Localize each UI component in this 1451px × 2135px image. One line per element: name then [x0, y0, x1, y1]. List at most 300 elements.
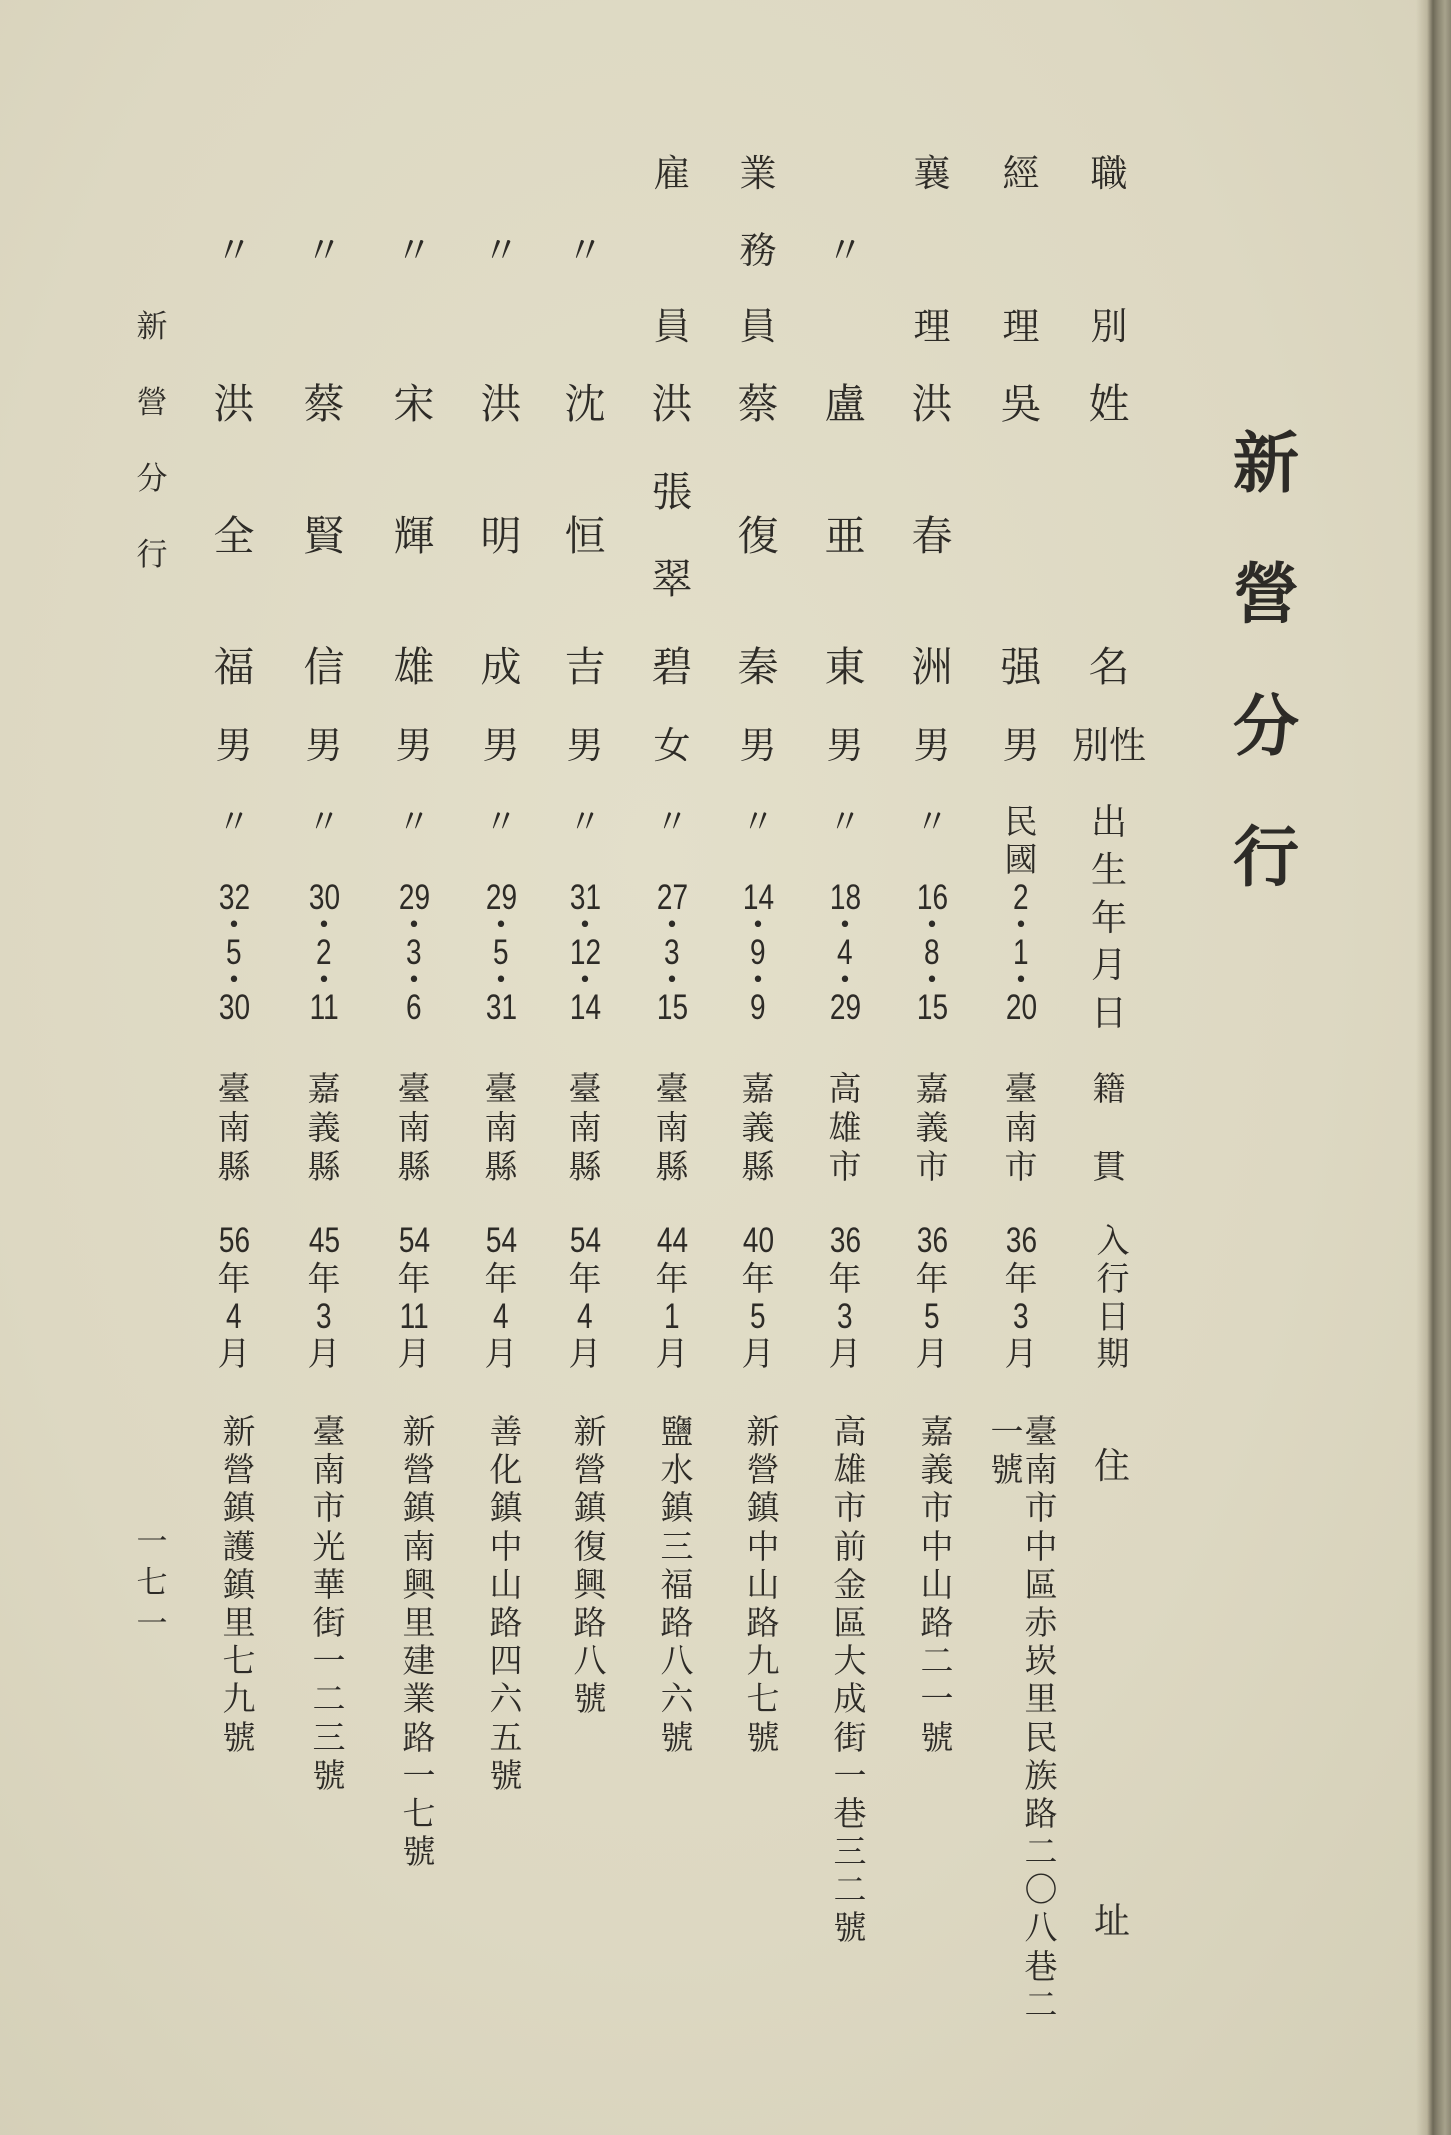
glyph: 5 [226, 933, 242, 973]
glyph: 12 [569, 933, 601, 973]
join-date [991, 1222, 1051, 1373]
running-header [127, 310, 177, 572]
glyph: 洲 [911, 643, 953, 691]
glyph: 區 [833, 1602, 867, 1642]
dob-prefix [471, 803, 531, 841]
glyph: 2 [1013, 878, 1029, 917]
glyph: 11 [399, 1296, 429, 1336]
glyph: 號 [573, 1679, 607, 1719]
native-place [384, 1070, 444, 1186]
glyph: 務 [739, 228, 777, 272]
glyph: 44 [656, 1221, 688, 1260]
glyph: 中 [746, 1526, 780, 1566]
dob-prefix [815, 803, 875, 841]
glyph: • [494, 912, 508, 938]
job-title [555, 154, 615, 347]
glyph: 臺 [484, 1069, 518, 1108]
glyph: 路 [402, 1717, 436, 1757]
glyph: 前 [833, 1526, 867, 1566]
glyph: 南 [1024, 1450, 1058, 1490]
glyph: 〃 [215, 228, 253, 272]
header-birth-date [1079, 803, 1139, 1034]
glyph: 5 [493, 933, 509, 973]
glyph: 臺 [397, 1069, 431, 1108]
staff-name [294, 380, 354, 691]
glyph: 路 [1024, 1793, 1058, 1833]
glyph: 姓 [1088, 380, 1130, 428]
glyph: • [407, 912, 421, 938]
glyph: 2 [316, 933, 332, 973]
glyph: 縣 [307, 1147, 341, 1186]
address [455, 1413, 523, 2025]
native-place [204, 1070, 264, 1186]
glyph: 年 [217, 1258, 251, 1298]
dob-prefix [294, 803, 354, 841]
glyph: 54 [485, 1221, 517, 1260]
native-place [471, 1070, 531, 1186]
glyph: 路 [489, 1602, 523, 1642]
glyph: 四 [489, 1641, 523, 1681]
address [539, 1413, 607, 2025]
glyph: 洪 [213, 380, 255, 428]
glyph: 女 [653, 724, 691, 767]
glyph: 洪 [911, 380, 953, 428]
glyph: 號 [920, 1717, 954, 1757]
glyph: 期 [1096, 1334, 1130, 1374]
glyph: 1 [1013, 933, 1029, 973]
gender [471, 725, 531, 767]
glyph: 〃 [395, 228, 433, 272]
glyph: 營 [1233, 555, 1299, 634]
gender [294, 725, 354, 767]
birth-date [294, 878, 354, 1028]
join-date [204, 1222, 264, 1373]
glyph: 男 [826, 724, 864, 767]
glyph: 東 [824, 643, 866, 691]
native-place [991, 1070, 1051, 1186]
glyph: 市 [915, 1147, 949, 1186]
glyph: • [1014, 967, 1028, 993]
glyph: 〃 [307, 802, 341, 841]
glyph: 員 [653, 305, 691, 348]
glyph: 九 [222, 1679, 256, 1719]
glyph: • [838, 967, 852, 993]
glyph: 年 [1004, 1258, 1038, 1298]
page-number [127, 1522, 177, 1645]
glyph: 春 [911, 511, 953, 560]
glyph: 秦 [737, 643, 779, 691]
glyph: 亜 [824, 511, 866, 560]
glyph: 14 [742, 878, 774, 917]
glyph: 14 [569, 988, 601, 1028]
glyph: 吉 [564, 643, 606, 691]
native-place [555, 1070, 615, 1186]
glyph: 國 [1004, 840, 1038, 879]
glyph: • [494, 967, 508, 993]
glyph: 男 [739, 724, 777, 767]
header-address [1082, 1447, 1142, 1942]
glyph: 復 [737, 511, 779, 560]
glyph: 入 [1096, 1221, 1130, 1260]
glyph: 嘉 [920, 1412, 954, 1451]
glyph: 高 [833, 1412, 867, 1451]
glyph: 一 [920, 1679, 954, 1719]
glyph: 54 [398, 1221, 430, 1260]
glyph: 華 [312, 1564, 346, 1604]
glyph: 別 [1090, 305, 1128, 348]
glyph: 4 [226, 1296, 242, 1336]
glyph: 營 [402, 1450, 436, 1490]
glyph: 市 [828, 1147, 862, 1186]
glyph: 鹽 [660, 1412, 694, 1451]
glyph: 族 [1024, 1755, 1058, 1795]
glyph: 月 [1004, 1334, 1038, 1374]
glyph: 月 [741, 1334, 775, 1374]
glyph: 年 [828, 1258, 862, 1298]
glyph: 住 [1093, 1446, 1130, 1487]
glyph: 職 [1090, 152, 1128, 195]
glyph: 號 [990, 1450, 1024, 1490]
glyph: 〇 [1024, 1870, 1058, 1910]
glyph: 新 [402, 1412, 436, 1451]
staff-name [555, 380, 615, 691]
glyph: 明 [480, 511, 522, 560]
glyph: 9 [750, 988, 766, 1028]
glyph: 日 [1090, 993, 1127, 1034]
glyph: 15 [916, 988, 948, 1028]
glyph: 年 [568, 1258, 602, 1298]
glyph: 31 [485, 988, 517, 1028]
glyph: 經 [1002, 152, 1040, 195]
glyph: 中 [920, 1526, 954, 1566]
glyph: 一 [990, 1412, 1024, 1451]
staff-name [384, 380, 444, 691]
job-title [204, 154, 264, 347]
glyph: 名 [1088, 643, 1130, 691]
address [712, 1413, 780, 2025]
glyph: 鎮 [660, 1488, 694, 1528]
glyph: 復 [573, 1526, 607, 1566]
glyph: 南 [312, 1450, 346, 1490]
glyph: 36 [916, 1221, 948, 1260]
glyph: 年 [397, 1258, 431, 1298]
address [799, 1413, 867, 2025]
gender [642, 725, 702, 767]
glyph: 市 [312, 1488, 346, 1528]
glyph: 洪 [651, 380, 693, 428]
glyph: 54 [569, 1221, 601, 1260]
glyph: 路 [746, 1602, 780, 1642]
glyph: 七 [746, 1679, 780, 1719]
glyph: 三 [312, 1717, 346, 1757]
glyph: 27 [656, 878, 688, 917]
job-title [991, 154, 1051, 347]
glyph: 二 [833, 1870, 867, 1910]
glyph: 29 [398, 878, 430, 917]
dob-prefix [642, 803, 702, 841]
glyph: 男 [215, 724, 253, 767]
glyph: 里 [222, 1602, 256, 1642]
glyph: 一 [402, 1755, 436, 1795]
glyph: 行 [1096, 1258, 1130, 1298]
glyph: 縣 [741, 1147, 775, 1186]
glyph: 巷 [833, 1793, 867, 1833]
glyph: 新 [573, 1412, 607, 1451]
glyph: 街 [312, 1602, 346, 1642]
glyph: • [665, 967, 679, 993]
dob-prefix [555, 803, 615, 841]
job-title [384, 154, 444, 347]
glyph: 營 [222, 1450, 256, 1490]
glyph: 三 [660, 1526, 694, 1566]
glyph: 輝 [393, 511, 435, 560]
glyph: 〃 [826, 228, 864, 272]
glyph: 蔡 [303, 380, 345, 428]
native-place [902, 1070, 962, 1186]
dob-prefix [204, 803, 264, 841]
staff-name [728, 380, 788, 691]
glyph: 號 [489, 1755, 523, 1795]
glyph: 沈 [564, 380, 606, 428]
glyph: 30 [218, 988, 250, 1028]
glyph: 11 [309, 988, 339, 1028]
glyph: 3 [1013, 1296, 1029, 1336]
glyph: • [317, 967, 331, 993]
glyph: 賢 [303, 511, 345, 560]
glyph: 男 [913, 724, 951, 767]
glyph: 址 [1093, 1901, 1130, 1942]
glyph: 鎮 [573, 1488, 607, 1528]
glyph: 月 [484, 1334, 518, 1374]
glyph: 〃 [568, 802, 602, 841]
header-job-title [1079, 154, 1139, 347]
glyph: 中 [489, 1526, 523, 1566]
glyph: 崁 [1024, 1641, 1058, 1681]
glyph: • [751, 967, 765, 993]
glyph: 號 [402, 1832, 436, 1872]
glyph: 〃 [484, 802, 518, 841]
glyph: 嘉 [307, 1069, 341, 1108]
glyph: 40 [742, 1221, 774, 1260]
glyph: 南 [397, 1108, 431, 1147]
glyph: 行 [1233, 817, 1299, 896]
gender [555, 725, 615, 767]
native-place [728, 1070, 788, 1186]
native-place [642, 1070, 702, 1186]
glyph: 雄 [833, 1450, 867, 1490]
glyph: 4 [493, 1296, 509, 1336]
glyph: 强 [1000, 643, 1042, 691]
glyph: 〃 [482, 228, 520, 272]
glyph: 里 [1024, 1679, 1058, 1719]
glyph: 民 [1024, 1717, 1058, 1757]
glyph: 4 [577, 1296, 593, 1336]
glyph: 縣 [655, 1147, 689, 1186]
dob-prefix [902, 803, 962, 841]
glyph: 雄 [393, 643, 435, 691]
glyph: 號 [833, 1908, 867, 1948]
glyph: 年 [741, 1258, 775, 1298]
glyph: 男 [566, 724, 604, 767]
glyph: • [751, 912, 765, 938]
glyph: 信 [303, 643, 345, 691]
glyph: 高 [828, 1069, 862, 1108]
glyph: 義 [307, 1108, 341, 1147]
join-date [555, 1222, 615, 1373]
glyph: 鎮 [746, 1488, 780, 1528]
glyph: 七 [222, 1641, 256, 1681]
glyph: 〃 [741, 802, 775, 841]
glyph: 月 [915, 1334, 949, 1374]
glyph: 縣 [217, 1147, 251, 1186]
glyph: 年 [484, 1258, 518, 1298]
glyph: 號 [746, 1717, 780, 1757]
glyph: 成 [480, 643, 522, 691]
glyph: 30 [308, 878, 340, 917]
native-place [815, 1070, 875, 1186]
glyph: 新 [222, 1412, 256, 1451]
glyph: 新 [746, 1412, 780, 1451]
glyph: 16 [916, 878, 948, 917]
glyph: 福 [660, 1564, 694, 1604]
glyph: 護 [222, 1526, 256, 1566]
glyph: 3 [837, 1296, 853, 1336]
glyph: 18 [829, 878, 861, 917]
glyph: 營 [746, 1450, 780, 1490]
glyph: 三 [833, 1832, 867, 1872]
staff-name [991, 380, 1051, 691]
glyph: 月 [828, 1334, 862, 1374]
glyph: 善 [489, 1412, 523, 1451]
glyph: 南 [402, 1526, 436, 1566]
glyph: 臺 [1004, 1069, 1038, 1108]
glyph: 分 [1233, 686, 1299, 765]
glyph: 〃 [566, 228, 604, 272]
job-title [471, 154, 531, 347]
header-gender: 性別 [1072, 724, 1146, 767]
glyph: 行 [136, 537, 168, 573]
glyph: 分 [136, 461, 168, 497]
glyph: 鎮 [222, 1564, 256, 1604]
staff-name [902, 380, 962, 691]
glyph: 大 [833, 1641, 867, 1681]
glyph: 臺 [217, 1069, 251, 1108]
glyph: 3 [406, 933, 422, 973]
glyph: 山 [920, 1564, 954, 1604]
join-date [471, 1222, 531, 1373]
glyph: 月 [217, 1334, 251, 1374]
dob-prefix [991, 803, 1051, 879]
birth-date [815, 878, 875, 1028]
birth-date [728, 878, 788, 1028]
glyph: 南 [655, 1108, 689, 1147]
glyph: 南 [217, 1108, 251, 1147]
address [188, 1413, 256, 2025]
glyph: 南 [1004, 1108, 1038, 1147]
glyph: 福 [213, 643, 255, 691]
glyph: 45 [308, 1221, 340, 1260]
glyph: 年 [307, 1258, 341, 1298]
join-date [728, 1222, 788, 1373]
glyph: 成 [833, 1679, 867, 1719]
join-date [815, 1222, 875, 1373]
address [990, 1413, 1058, 2025]
glyph: 一 [312, 1641, 346, 1681]
job-title [728, 154, 788, 347]
join-date [384, 1222, 444, 1373]
glyph: 金 [833, 1564, 867, 1604]
glyph: 里 [402, 1602, 436, 1642]
native-place [294, 1070, 354, 1186]
glyph: 縣 [397, 1147, 431, 1186]
glyph: • [317, 912, 331, 938]
glyph: 一 [833, 1755, 867, 1795]
birth-date [902, 878, 962, 1028]
birth-date [384, 878, 444, 1028]
glyph: 號 [660, 1717, 694, 1757]
glyph: 8 [924, 933, 940, 973]
glyph: 營 [136, 385, 168, 421]
glyph: 年 [915, 1258, 949, 1298]
glyph: 市 [833, 1488, 867, 1528]
header-join-date [1083, 1222, 1143, 1373]
glyph: 5 [750, 1296, 766, 1336]
glyph: 15 [656, 988, 688, 1028]
glyph: 鎮 [402, 1488, 436, 1528]
glyph: 全 [213, 511, 255, 560]
glyph: 二 [1024, 1984, 1058, 2024]
glyph: 36 [829, 1221, 861, 1260]
glyph: 〃 [915, 802, 949, 841]
glyph: 中 [1024, 1526, 1058, 1566]
glyph: 六 [489, 1679, 523, 1719]
gender [384, 725, 444, 767]
gender [991, 725, 1051, 767]
glyph: 新 [1233, 424, 1299, 502]
glyph: 九 [746, 1641, 780, 1681]
glyph: 〃 [828, 802, 862, 841]
glyph: 巷 [1024, 1946, 1058, 1986]
glyph: 月 [307, 1334, 341, 1374]
glyph: 嘉 [915, 1069, 949, 1108]
dob-prefix [728, 803, 788, 841]
glyph: 縣 [568, 1147, 602, 1186]
glyph: 雇 [653, 152, 691, 195]
birth-date [471, 878, 531, 1028]
glyph: 貫 [1092, 1147, 1126, 1186]
glyph: 民 [1004, 802, 1038, 841]
glyph: 六 [660, 1679, 694, 1719]
glyph: 籍 [1092, 1069, 1126, 1108]
glyph: 二 [1024, 1832, 1058, 1872]
staff-name [471, 380, 531, 691]
gender [815, 725, 875, 767]
glyph: 蔡 [737, 380, 779, 428]
glyph: 一 [136, 1606, 168, 1642]
glyph: 3 [664, 933, 680, 973]
glyph: 縣 [484, 1147, 518, 1186]
glyph: 32 [218, 878, 250, 917]
address [886, 1413, 954, 2025]
glyph: 號 [312, 1755, 346, 1795]
glyph: 〃 [397, 802, 431, 841]
glyph: 市 [1024, 1488, 1058, 1528]
glyph: 29 [485, 878, 517, 917]
glyph: 臺 [1024, 1412, 1058, 1451]
page-title [1226, 424, 1306, 896]
glyph: 業 [739, 152, 777, 195]
glyph: • [665, 912, 679, 938]
